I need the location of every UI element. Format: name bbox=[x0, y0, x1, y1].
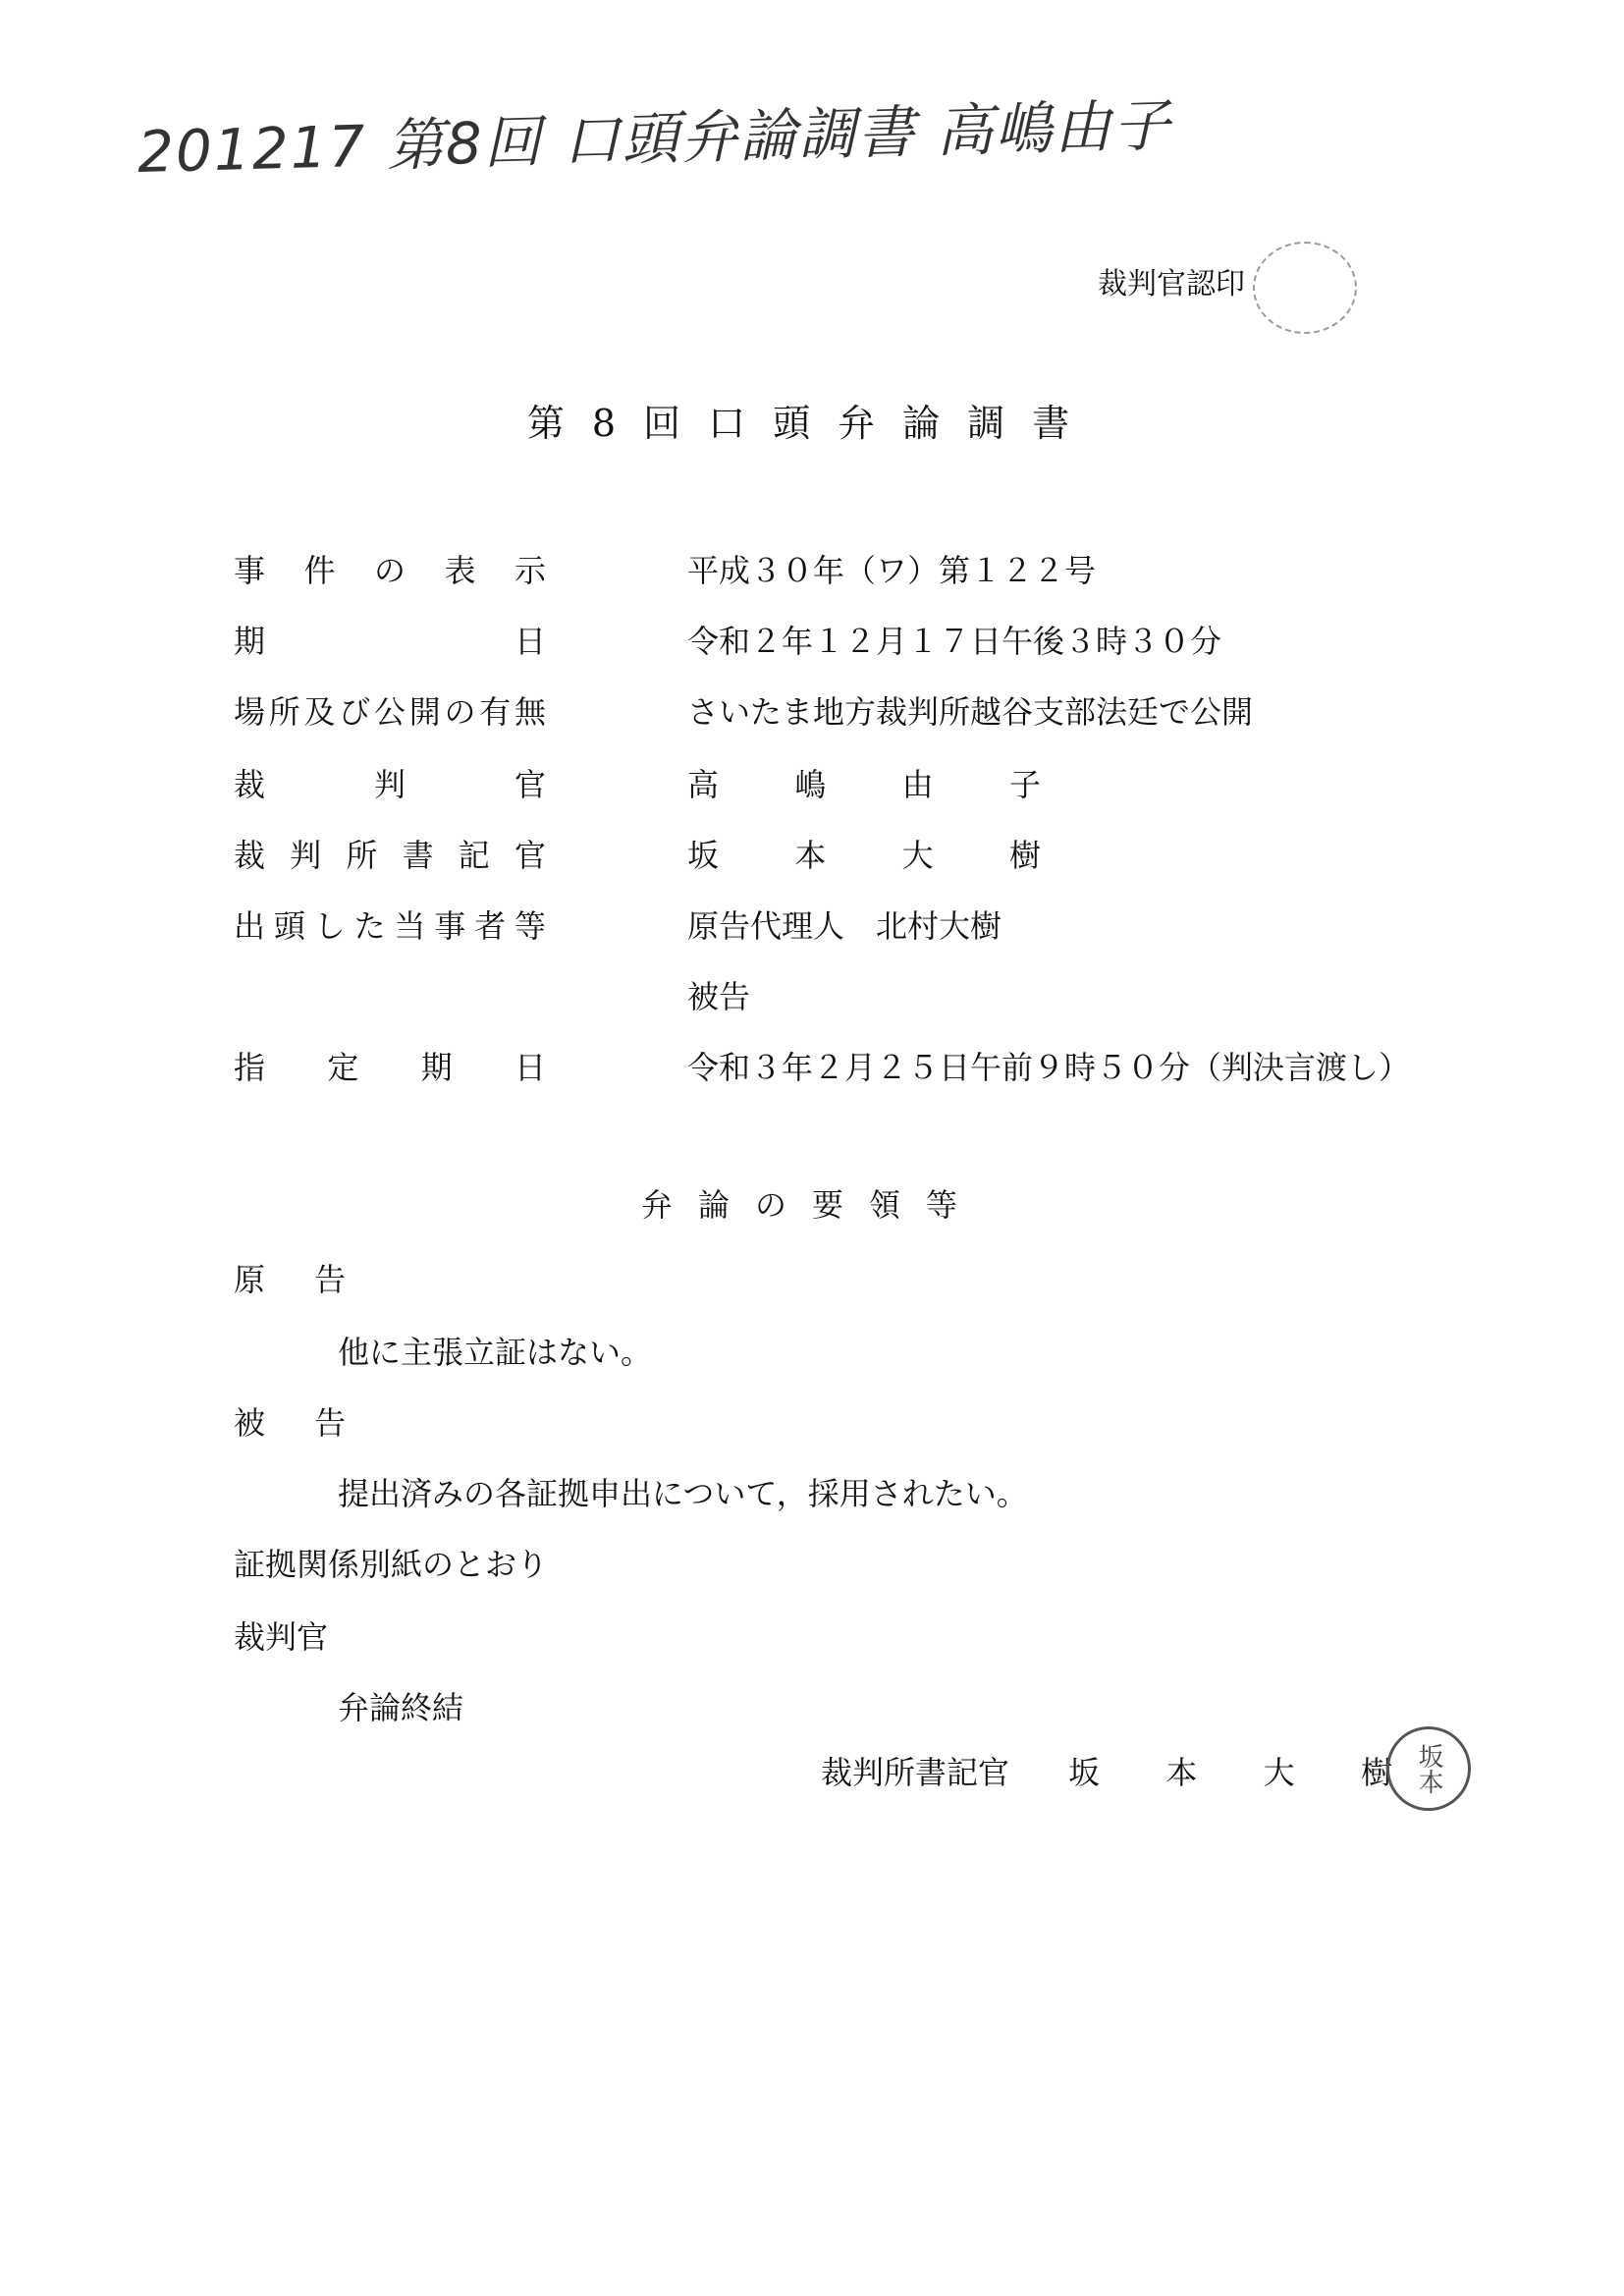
field-value-next-date: 令和３年２月２５日午前９時５０分（判決言渡し） bbox=[687, 1049, 1411, 1086]
judge-approval-label: 裁判官認印 bbox=[1098, 267, 1245, 301]
defendant-text: 提出済みの各証拠申出について，採用されたい。 bbox=[338, 1475, 1028, 1512]
plaintiff-text: 他に主張立証はない。 bbox=[338, 1334, 653, 1371]
field-value-attendees-defendant: 被告 bbox=[687, 978, 751, 1015]
document-title: 第8回口頭弁論調書 bbox=[526, 402, 1098, 445]
field-label-case: 事件の表示 bbox=[234, 552, 546, 589]
signature-label: 裁判所書記官 bbox=[821, 1754, 1010, 1791]
plaintiff-heading: 原 告 bbox=[234, 1261, 366, 1298]
clerk-seal-icon: 坂本 bbox=[1386, 1726, 1471, 1811]
handwritten-note: 201217 第8回 口頭弁論調書 高嶋由子 bbox=[136, 91, 1173, 186]
field-value-clerk: 坂本大樹 bbox=[687, 837, 1041, 874]
signature-name: 坂本大樹 bbox=[1068, 1754, 1392, 1791]
field-value-attendees: 原告代理人 北村大樹 bbox=[687, 907, 1002, 945]
defendant-heading: 被 告 bbox=[234, 1404, 366, 1442]
judge-approval-seal-icon bbox=[1253, 242, 1357, 334]
field-value-date: 令和２年１２月１７日午後３時３０分 bbox=[687, 623, 1222, 660]
judge-text: 弁論終結 bbox=[338, 1689, 464, 1726]
field-label-date: 期日 bbox=[234, 623, 546, 660]
field-label-next-date: 指定期日 bbox=[234, 1049, 546, 1086]
field-label-judge: 裁判官 bbox=[234, 766, 546, 803]
field-value-judge: 高嶋由子 bbox=[687, 766, 1041, 803]
field-label-clerk: 裁判所書記官 bbox=[234, 837, 546, 874]
field-label-place: 場所及び公開の有無 bbox=[234, 693, 546, 731]
judge-heading: 裁判官 bbox=[234, 1618, 329, 1656]
field-label-attendees: 出頭した当事者等 bbox=[234, 907, 546, 945]
field-value-place: さいたま地方裁判所越谷支部法廷で公開 bbox=[687, 693, 1254, 731]
field-value-case: 平成３０年（ワ）第１２２号 bbox=[687, 552, 1097, 589]
evidence-note: 証拠関係別紙のとおり bbox=[234, 1546, 549, 1583]
section-title: 弁論の要領等 bbox=[640, 1186, 983, 1224]
